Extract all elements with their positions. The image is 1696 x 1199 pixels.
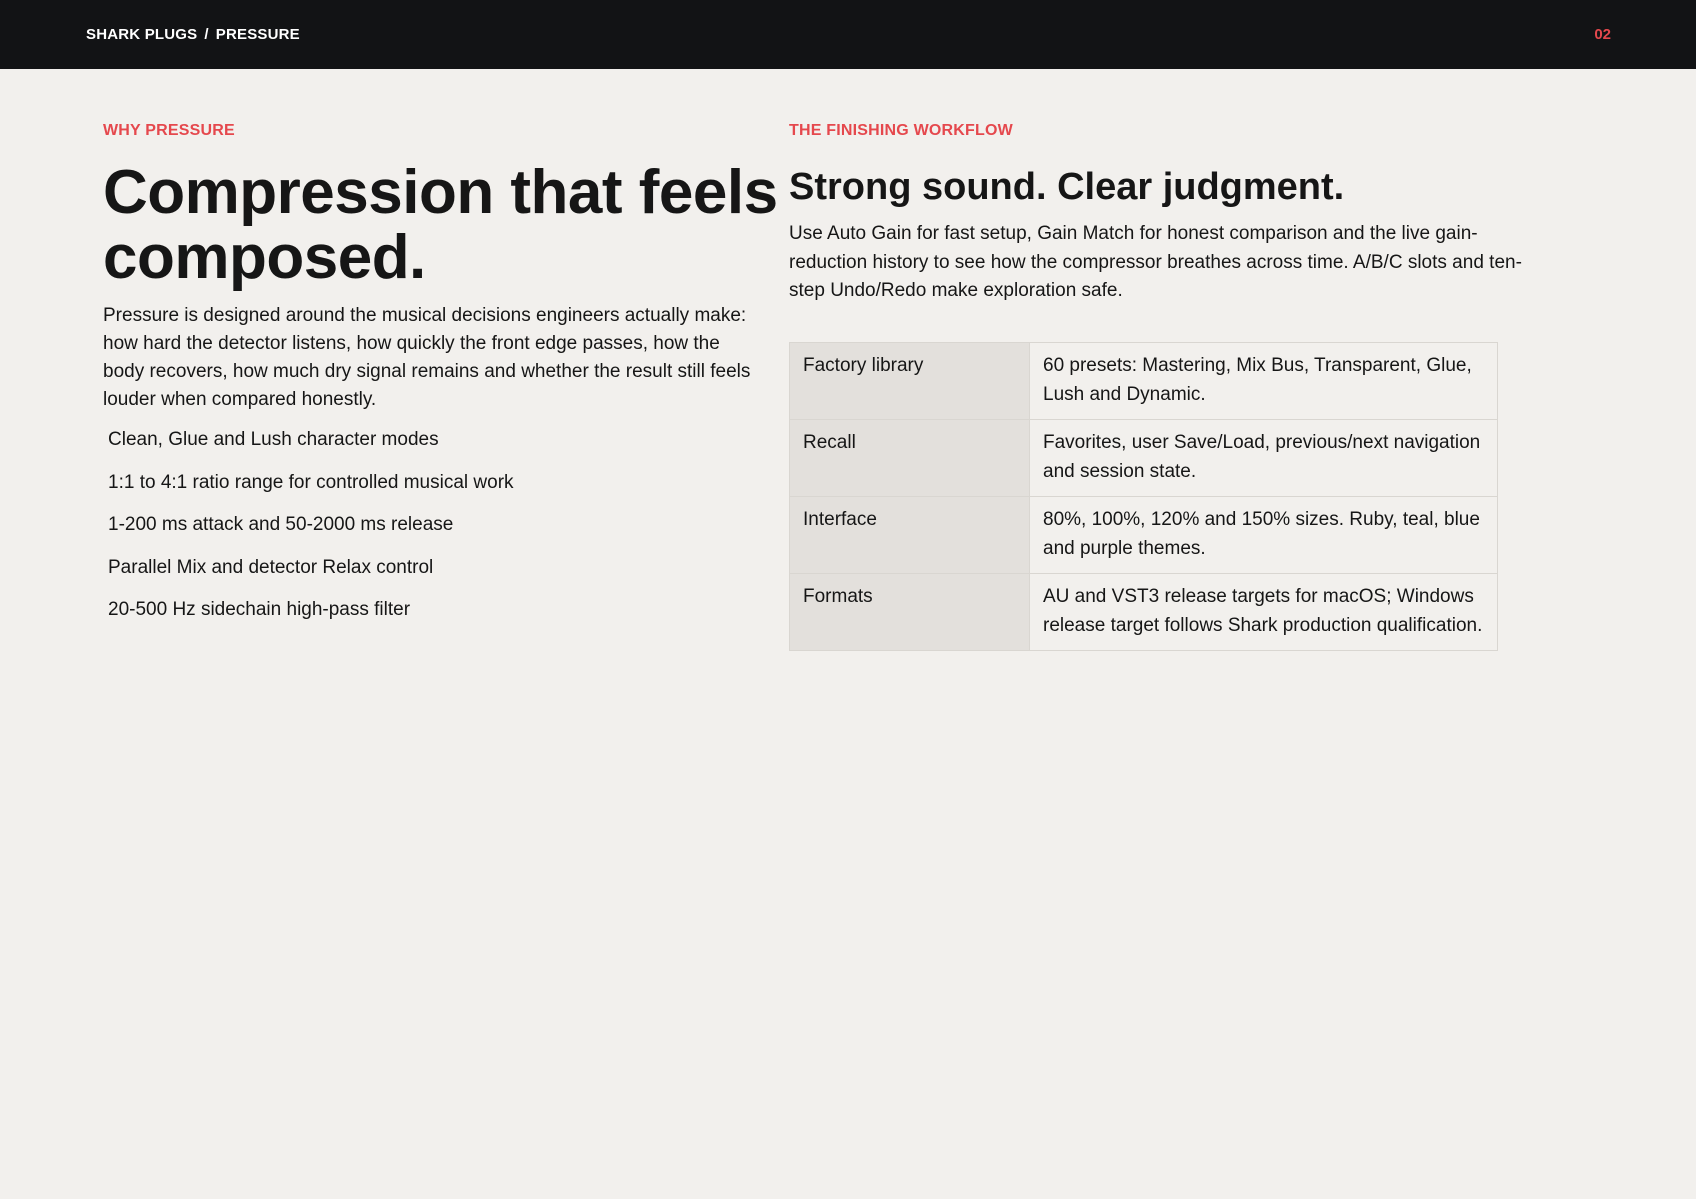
spec-label-factory-library: Factory library (790, 343, 1030, 420)
eyebrow-why-pressure: WHY PRESSURE (103, 122, 235, 139)
feature-item: Parallel Mix and detector Relax control (108, 556, 434, 578)
feature-list (108, 426, 748, 639)
section-title: Strong sound. Clear judgment. (789, 166, 1345, 208)
top-bar (0, 0, 1696, 69)
spec-label-recall: Recall (790, 420, 1030, 497)
table-row (790, 574, 1498, 651)
eyebrow-finishing-workflow: THE FINISHING WORKFLOW (789, 122, 1013, 139)
spec-label-interface: Interface (790, 497, 1030, 574)
table-row (790, 420, 1498, 497)
table-row (790, 497, 1498, 574)
page-number: 02 (1594, 26, 1611, 43)
hero-title-line-1: Compression that feels (103, 158, 778, 227)
spec-value-factory-library: 60 presets: Mastering, Mix Bus, Transparent, Glue, Lush and Dynamic. (1030, 343, 1498, 420)
table-row (790, 343, 1498, 420)
breadcrumb-separator: / (204, 26, 209, 43)
spec-table (789, 342, 1498, 651)
feature-item: 20-500 Hz sidechain high-pass filter (108, 599, 411, 620)
feature-item: 1:1 to 4:1 ratio range for controlled musical work (108, 471, 514, 493)
spec-value-formats: AU and VST3 release targets for macOS; Windows release target follows Shark production qualification. (1030, 574, 1498, 651)
workflow-paragraph: Use Auto Gain for fast setup, Gain Match for honest comparison and the live gain-reduction history to see how the compressor breathes across time. A/B/C slots and ten-step Undo/Redo make exploration safe. (789, 223, 1522, 301)
spec-value-recall: Favorites, user Save/Load, previous/next navigation and session state. (1030, 420, 1498, 497)
breadcrumb-item-product[interactable]: PRESSURE (215, 26, 300, 43)
lead-paragraph: Pressure is designed around the musical decisions engineers actually make: how hard the detector listens, how quickly the front edge passes, how the body recovers, how much dry signal remains and whether the result still feels louder when compared honestly. (103, 305, 751, 410)
hero-title (103, 160, 783, 290)
hero-title-line-2: composed. (103, 223, 426, 292)
breadcrumb (86, 26, 300, 43)
spec-value-interface: 80%, 100%, 120% and 150% sizes. Ruby, teal, blue and purple themes. (1030, 497, 1498, 574)
spec-label-formats: Formats (790, 574, 1030, 651)
feature-item: Clean, Glue and Lush character modes (108, 429, 439, 450)
feature-item: 1-200 ms attack and 50-2000 ms release (108, 514, 454, 535)
breadcrumb-item-brand[interactable]: SHARK PLUGS (86, 26, 198, 43)
